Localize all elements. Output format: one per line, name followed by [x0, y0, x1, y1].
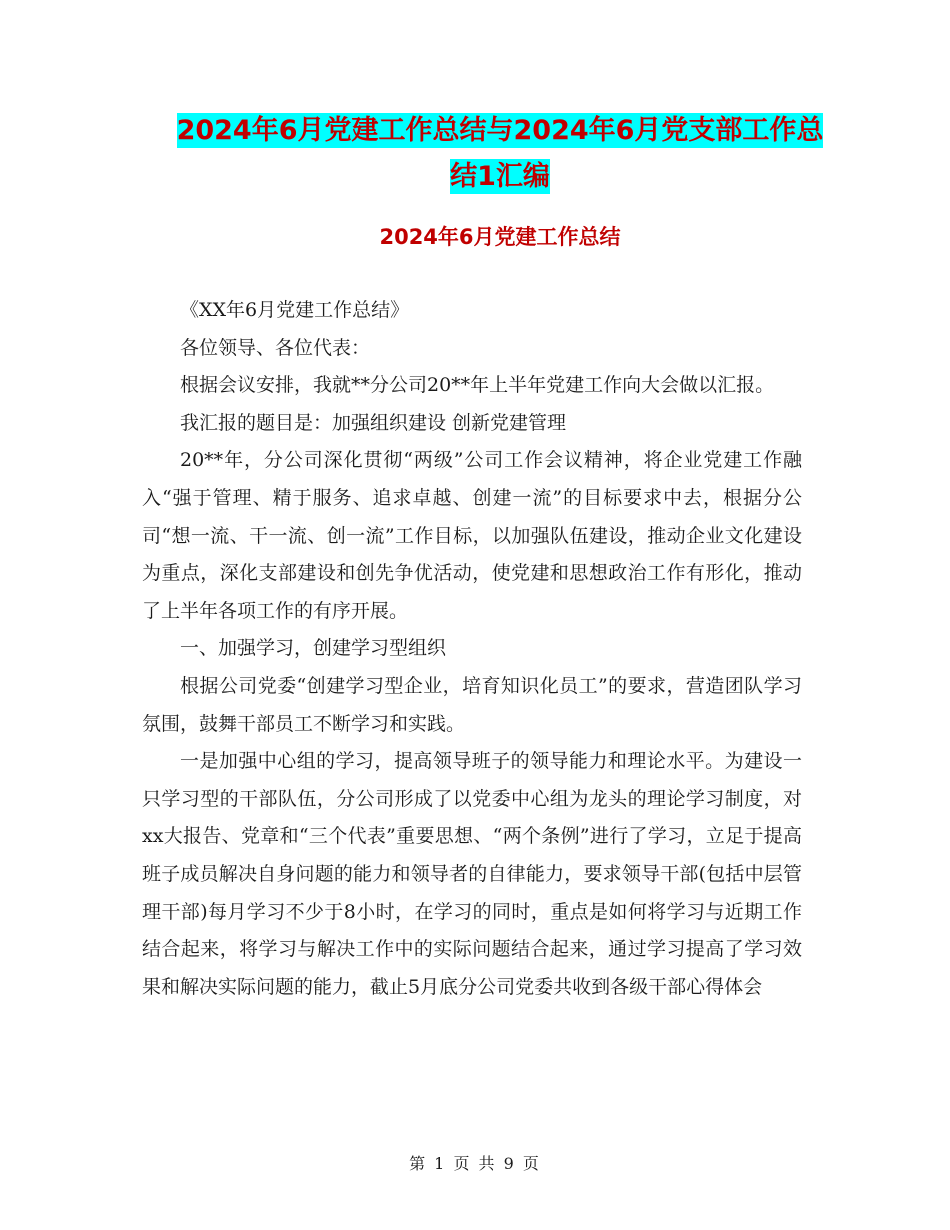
- paragraph: 一是加强中心组的学习，提高领导班子的领导能力和理论水平。为建设一只学习型的干部队伍，分公司形成了以党委中心组为龙头的理论学习制度，对xx大报告、党章和“三个代表”重要思想、“两个条例”进行了学习，立足于提高班子成员解决自身问题的能力和领导者的自律能力，要求领导干部(包括中层管理干部)每月学习不少于8小时，在学习的同时，重点是如何将学习与近期工作结合起来，将学习与解决工作中的实际问题结合起来，通过学习提高了学习效果和解决实际问题的能力，截止5月底分公司党委共收到各级干部心得体会: [142, 750, 802, 998]
- title-line-1: 2024年6月党建工作总结与2024年6月党支部工作总: [176, 115, 824, 146]
- paragraph: 我汇报的题目是：加强组织建设 创新党建管理: [180, 411, 567, 434]
- paragraph: 一、加强学习，创建学习型组织: [180, 637, 447, 660]
- title-line-2: 结1汇编: [450, 161, 550, 192]
- paragraph: 《XX年6月党建工作总结》: [180, 299, 410, 321]
- paragraph: 各位领导、各位代表：: [180, 336, 371, 359]
- section-title: 2024年6月党建工作总结: [379, 225, 621, 249]
- paragraph: 根据公司党委“创建学习型企业，培育知识化员工”的要求，营造团队学习氛围，鼓舞干部员工不断学习和实践。: [142, 674, 802, 735]
- page-number: 第 1 页 共 9 页: [409, 1154, 541, 1173]
- document-title: [140, 108, 860, 200]
- document-body: [142, 292, 802, 1006]
- paragraph: 20**年，分公司深化贯彻“两级”公司工作会议精神，将企业党建工作融入“强于管理、精于服务、追求卓越、创建一流”的目标要求中去，根据分公司“想一流、干一流、创一流”工作目标，以加强队伍建设，推动企业文化建设为重点，深化支部建设和创先争优活动，使党建和思想政治工作有形化，推动了上半年各项工作的有序开展。: [142, 449, 802, 622]
- paragraph: 根据会议安排，我就**分公司20**年上半年党建工作向大会做以汇报。: [180, 374, 775, 397]
